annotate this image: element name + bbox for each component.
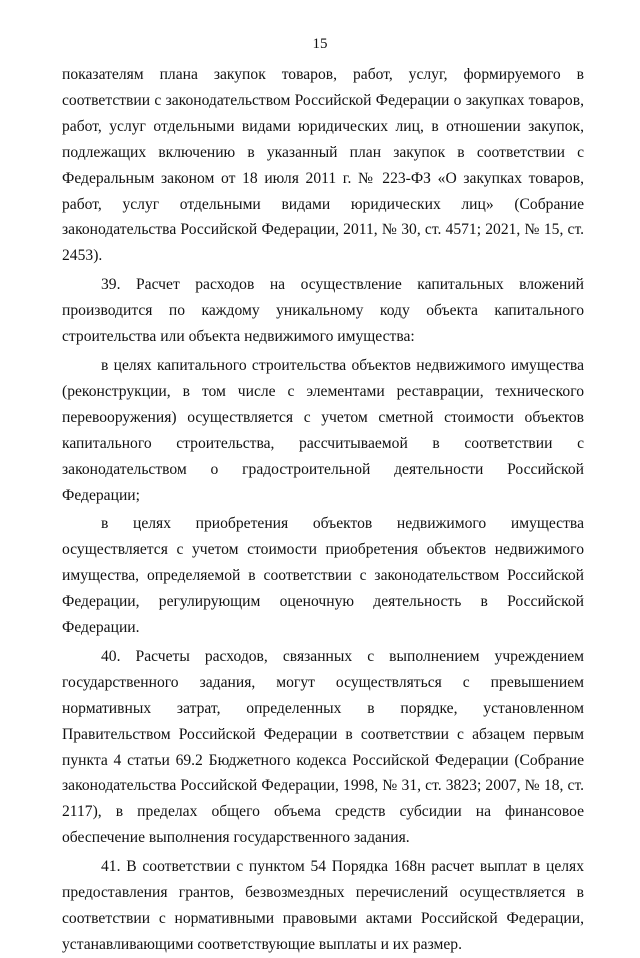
paragraph-41: 41. В соответствии с пунктом 54 Порядка 168н расчет выплат в целях предоставления грантов, безвозмездных перечислений осуществляется в соответствии с нормативными правовыми актами Российской Федерации, устанавливающими соответствующие выплаты и их размер. xyxy=(62,858,584,953)
paragraph-40: 40. Расчеты расходов, связанных с выполнением учреждением государственного задания, могут осуществляться с превышением нормативных затрат, определенных в порядке, установленном Правительством Российской Федерации в соответствии с абзацем первым пункта 4 статьи 69.2 Бюджетного кодекса Российской Федерации (Собрание законодательства Российской Федерации, 1998, № 31, ст. 3823; 2007, № 18, ст. 2117), в пределах общего объема средств субсидии на финансовое обеспечение выполнения государственного задания. xyxy=(62,647,584,847)
document-body xyxy=(62,62,584,958)
paragraph-continuation: показателям плана закупок товаров, работ, услуг, формируемого в соответствии с законодательством Российской Федерации о закупках товаров, работ, услуг отдельными видами юридических лиц, в отношении закупок, подлежащих включению в указанный план закупок в соответствии с Федеральным законом от 18 июля 2011 г. № 223-ФЗ «О закупках товаров, работ, услуг отдельными видами юридических лиц» (Собрание законодательства Российской Федерации, 2011, № 30, ст. 4571; 2021, № 15, ст. 2453). xyxy=(62,66,584,265)
paragraph-39-capital-construction: в целях капитального строительства объектов недвижимого имущества (реконструкции, в том числе с элементами реставрации, технического перевооружения) осуществляется с учетом сметной стоимости объектов капитального строительства, рассчитываемой в соответствии с законодательством о градостроительной деятельности Российской Федерации; xyxy=(62,356,584,504)
page-number: 15 xyxy=(312,36,328,52)
paragraph-39-real-estate-acquisition: в целях приобретения объектов недвижимого имущества осуществляется с учетом стоимости приобретения объектов недвижимого имущества, определяемой в соответствии с законодательством Российской Федерации, регулирующим оценочную деятельность в Российской Федерации. xyxy=(62,515,584,637)
paragraph-39: 39. Расчет расходов на осуществление капитальных вложений производится по каждому уникальному коду объекта капитального строительства или объекта недвижимого имущества: xyxy=(62,276,584,346)
